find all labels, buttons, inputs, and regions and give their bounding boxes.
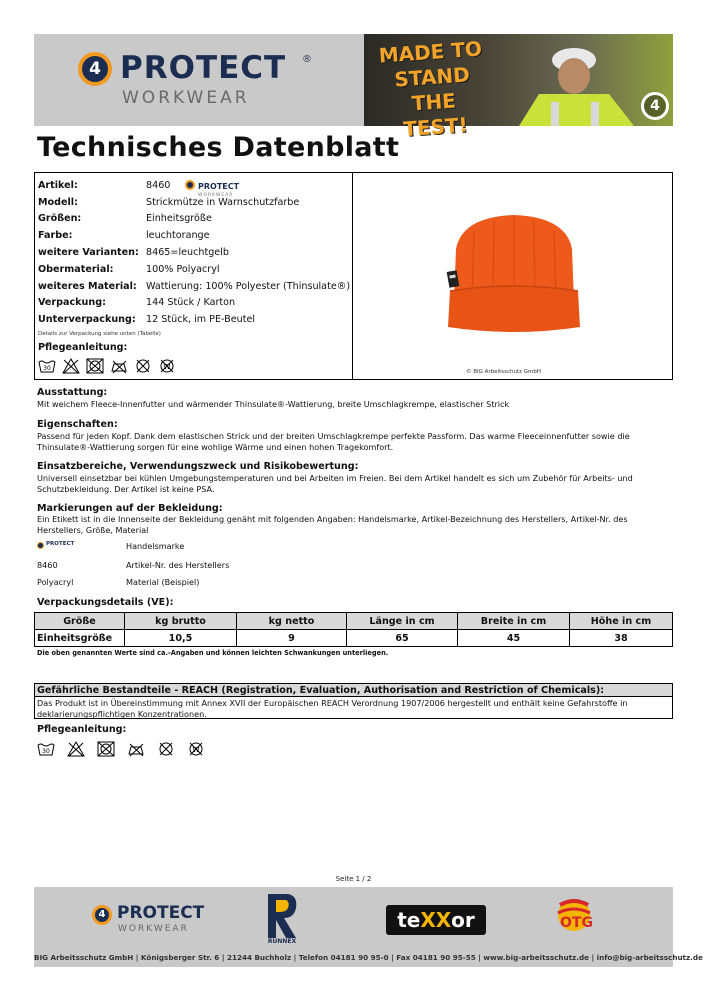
packaging-table	[34, 612, 673, 647]
care-icons-2	[37, 741, 205, 757]
no-wet-clean-icon	[187, 741, 205, 757]
table-row	[35, 630, 673, 647]
einsatz-text: Universell einsetzbar bei kühlen Umgebungstemperaturen und bei Arbeiten im Freien. Bei dem Artikel handelt es sich um Zubehör für Arbeits- und Schutzbekleidung. Der Artikel ist keine PSA.	[37, 473, 633, 494]
mark-logo-icon	[37, 542, 44, 549]
no-dry-clean-icon	[134, 358, 152, 374]
spec-key: Obermaterial:	[38, 264, 114, 275]
svg-text:30: 30	[43, 365, 51, 372]
spec-key: Verpackung:	[38, 297, 106, 308]
hero-slogan: MADE TO STAND THE TEST!	[377, 36, 483, 142]
care-title-2: Pflegeanleitung:	[37, 724, 127, 735]
mark-value-artikel: 8460	[37, 560, 58, 570]
footer-logo-sub: WORKWEAR	[118, 924, 189, 934]
spec-key: Artikel:	[38, 180, 78, 191]
table-header: Breite in cm	[458, 613, 570, 630]
spec-row-artikel	[35, 177, 352, 198]
spec-value: 8465=leuchtgelb	[146, 247, 229, 258]
no-iron-icon	[110, 358, 128, 374]
runnex-label: RUNNEX	[267, 938, 297, 945]
svg-text:W: W	[192, 746, 200, 754]
spec-key: weitere Varianten:	[38, 247, 139, 258]
texxor-part-a: te	[397, 908, 421, 932]
spec-row-unterverpackung	[35, 311, 352, 328]
table-cell: 38	[570, 630, 673, 647]
texxor-part-b: XX	[420, 908, 452, 932]
page-title: Technisches Datenblatt	[37, 132, 400, 163]
spec-value: leuchtorange	[146, 230, 210, 241]
protect-logo	[78, 50, 312, 110]
footer-contact: BIG Arbeitsschutz GmbH | Königsberger Str. 6 | 21244 Buchholz | Telefon 04181 90 95-0 | Fax 04181 90 95-55 | www.big-arbeitsschutz.de | info@big-arbeitsschutz.de	[34, 953, 703, 962]
mark-logo-name: PROTECT	[46, 541, 75, 547]
spec-row-verpackung	[35, 294, 352, 311]
logo-registered: ®	[302, 54, 312, 65]
mark-label-handelsmarke: Handelsmarke	[126, 541, 185, 551]
footer-logo-badge-icon: 4	[92, 905, 112, 925]
svg-text:30: 30	[42, 748, 50, 755]
texxor-logo	[386, 905, 486, 935]
reach-title: Gefährliche Bestandteile - REACH (Registration, Evaluation, Authorisation and Restriction of Chemicals):	[35, 684, 672, 697]
reach-text: Das Produkt ist in Übereinstimmung mit Annex XVII der Europäischen REACH Verordnung 1907/2006 hergestellt und enthält keine Gefahrstoffe in deklarierungspflichtigen Konzentrationen.	[37, 698, 628, 719]
wash-30-icon	[37, 741, 55, 757]
image-copyright: © BIG Arbeitsschutz GmbH	[466, 369, 542, 375]
spec-key: Unterverpackung:	[38, 314, 136, 325]
mini-protect-logo	[185, 179, 245, 198]
no-tumble-dry-icon	[97, 741, 115, 757]
no-dry-clean-icon	[157, 741, 175, 757]
care-icons	[38, 358, 176, 376]
spec-details	[35, 173, 353, 379]
spec-value: 12 Stück, im PE-Beutel	[146, 314, 256, 325]
spec-key: Größen:	[38, 213, 82, 224]
product-image-area	[354, 173, 672, 379]
table-cell: 65	[347, 630, 458, 647]
table-header-row	[35, 613, 673, 630]
no-bleach-icon	[67, 741, 85, 757]
table-cell: 9	[237, 630, 347, 647]
spec-row-groessen	[35, 210, 352, 227]
spec-row-varianten	[35, 244, 352, 261]
spec-value: Strickmütze in Warnschutzfarbe	[146, 197, 300, 208]
markierungen-title: Markierungen auf der Bekleidung:	[37, 503, 223, 514]
footer-protect-logo	[92, 903, 212, 937]
header-banner	[34, 34, 673, 142]
logo-name: PROTECT	[120, 50, 287, 86]
table-footnote: Die oben genannten Werte sind ca.-Angaben und können leichten Schwankungen unterliegen.	[37, 649, 389, 657]
mini-logo-sub: WORKWEAR	[198, 193, 234, 198]
table-header: Höhe in cm	[570, 613, 673, 630]
spec-row-weiteres-material	[35, 278, 352, 295]
eigenschaften-title: Eigenschaften:	[37, 419, 118, 430]
no-wet-clean-icon	[158, 358, 176, 374]
mark-protect-logo	[37, 541, 77, 551]
beanie-hat-image-icon	[434, 209, 594, 339]
no-bleach-icon	[62, 358, 80, 374]
table-cell: Einheitsgröße	[35, 630, 125, 647]
no-tumble-dry-icon	[86, 358, 104, 374]
spec-row-farbe	[35, 227, 352, 244]
hero-badge-icon: 4	[641, 92, 669, 120]
spec-row-obermaterial	[35, 261, 352, 278]
table-cell: 45	[458, 630, 570, 647]
wash-30-icon	[38, 358, 56, 374]
mini-logo-icon	[185, 180, 195, 190]
logo-badge-icon: 4	[78, 52, 112, 86]
spec-value: 100% Polyacryl	[146, 264, 220, 275]
spec-box	[34, 172, 673, 380]
ausstattung-title: Ausstattung:	[37, 387, 108, 398]
spec-value: 8460	[146, 180, 171, 191]
logo-sub: WORKWEAR	[122, 88, 250, 108]
table-cell: 10,5	[125, 630, 237, 647]
spec-key: Farbe:	[38, 230, 73, 241]
care-title: Pflegeanleitung:	[38, 342, 128, 353]
spec-key: Modell:	[38, 197, 78, 208]
markierungen-text: Ein Etikett ist in die Innenseite der Bekleidung genäht mit folgenden Angaben: Handelsmarke, Artikel-Bezeichnung des Herstellers, Artikel-Nr. des Herstellers, Größe, Material	[37, 514, 628, 535]
table-header: Länge in cm	[347, 613, 458, 630]
mark-label-material: Material (Beispiel)	[126, 577, 200, 587]
page-number: Seite 1 / 2	[335, 875, 372, 883]
spec-row-modell	[35, 194, 352, 211]
table-header: kg brutto	[125, 613, 237, 630]
footer-logo-name: PROTECT	[117, 903, 205, 923]
texxor-part-c: or	[451, 908, 475, 932]
einsatz-title: Einsatzbereiche, Verwendungszweck und Risikobewertung:	[37, 461, 359, 472]
verpackung-title: Verpackungsdetails (VE):	[37, 597, 174, 608]
table-header: Größe	[35, 613, 125, 630]
mini-logo-name: PROTECT	[198, 182, 240, 191]
spec-value: Wattierung: 100% Polyester (Thinsulate®)	[146, 281, 351, 292]
mark-value-material: Polyacryl	[37, 577, 74, 587]
reach-box	[34, 683, 673, 719]
svg-text:W: W	[163, 363, 171, 371]
table-header: kg netto	[237, 613, 347, 630]
pack-note: Details zur Verpackung siehe unten (Tabelle)	[38, 331, 161, 337]
mark-label-artikel: Artikel-Nr. des Herstellers	[126, 560, 230, 570]
hero-image	[364, 34, 673, 142]
spec-value: 144 Stück / Karton	[146, 297, 236, 308]
otg-label: OTG	[560, 915, 593, 931]
spec-key: weiteres Material:	[38, 281, 137, 292]
spec-value: Einheitsgröße	[146, 213, 212, 224]
eigenschaften-text: Passend für jeden Kopf. Dank dem elastischen Strick und der breiten Umschlagkrempe perfekte Passform. Das warme Fleeceinnenfutter sowie die Thinsulate®-Wattierung sorgen für eine wohlige Wärme und einen hohen Tragekomfort.	[37, 431, 630, 452]
ausstattung-text: Mit weichem Fleece-Innenfutter und wärmender Thinsulate®-Wattierung, breite Umschlagkrempe, elastischer Strick	[37, 399, 510, 409]
worker-image-icon	[499, 42, 649, 126]
no-iron-icon	[127, 741, 145, 757]
footer-banner	[34, 887, 703, 967]
